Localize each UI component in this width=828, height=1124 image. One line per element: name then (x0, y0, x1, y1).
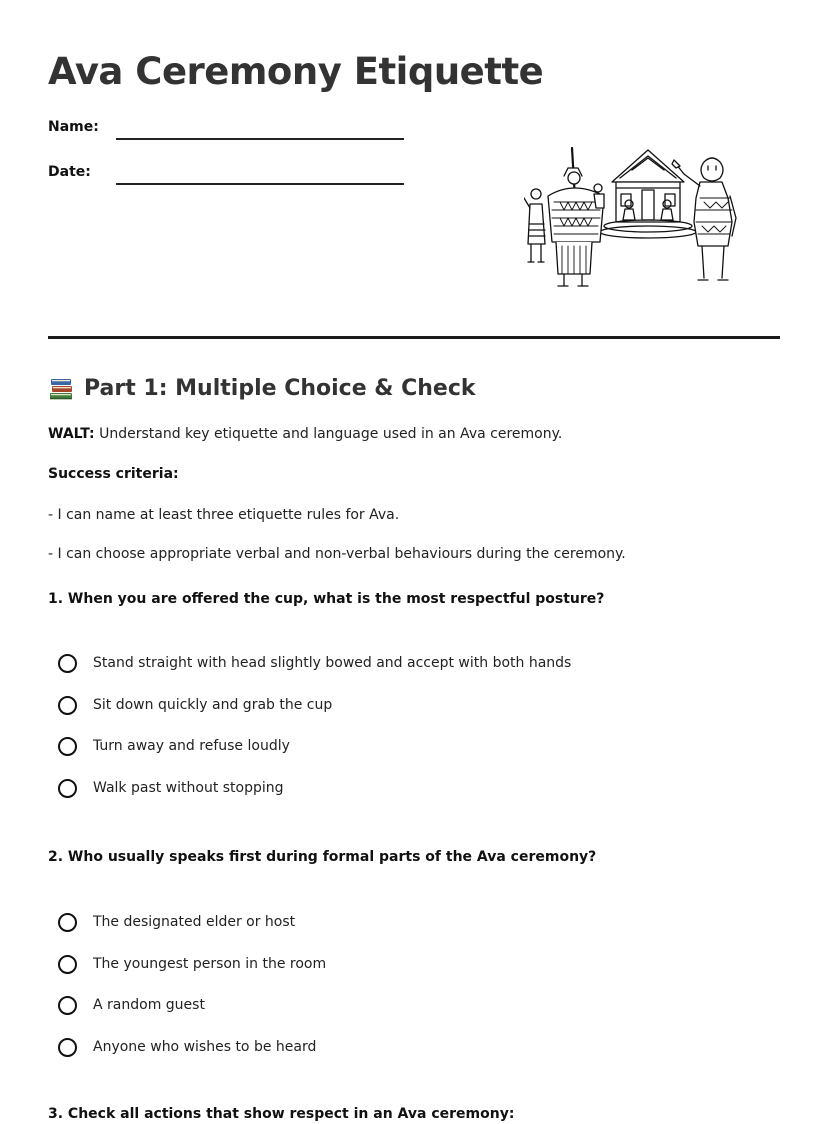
part1-heading-text: Part 1: Multiple Choice & Check (84, 376, 476, 401)
date-label: Date: (48, 164, 91, 180)
walt-line (48, 424, 562, 444)
radio-button[interactable] (58, 654, 77, 673)
date-field[interactable] (116, 183, 404, 185)
small-figure-icon (524, 189, 545, 262)
radio-button[interactable] (58, 779, 77, 798)
q1-option-1[interactable] (58, 651, 571, 675)
q1-option-2[interactable] (58, 693, 332, 717)
radio-button[interactable] (58, 1038, 77, 1057)
worksheet-page (48, 0, 780, 1122)
question-3: 3. Check all actions that show respect in an Ava ceremony: (48, 1106, 515, 1122)
section-divider (48, 336, 780, 339)
walt-label: WALT: (48, 426, 95, 442)
chief-figure-icon (548, 148, 604, 286)
option-label: Anyone who wishes to be heard (93, 1039, 317, 1055)
option-label: The designated elder or host (93, 914, 296, 930)
q2-option-3[interactable] (58, 993, 205, 1017)
ceremony-illustration-icon (524, 146, 740, 296)
success-criteria-label: Success criteria: (48, 466, 179, 482)
name-label: Name: (48, 119, 99, 135)
option-label: The youngest person in the room (93, 956, 327, 972)
option-label: A random guest (93, 997, 205, 1013)
books-icon (48, 376, 74, 402)
radio-button[interactable] (58, 996, 77, 1015)
q2-option-4[interactable] (58, 1035, 316, 1059)
question-1: 1. When you are offered the cup, what is the most respectful posture? (48, 591, 605, 607)
fale-house-icon (600, 150, 696, 238)
option-label: Walk past without stopping (93, 780, 284, 796)
name-field[interactable] (116, 138, 404, 140)
q1-option-4[interactable] (58, 776, 284, 800)
option-label: Sit down quickly and grab the cup (93, 697, 333, 713)
radio-button[interactable] (58, 737, 77, 756)
radio-button[interactable] (58, 913, 77, 932)
radio-button[interactable] (58, 696, 77, 715)
q2-option-2[interactable] (58, 952, 326, 976)
orator-figure-icon (672, 158, 736, 280)
q1-option-3[interactable] (58, 734, 290, 758)
part1-heading (48, 374, 476, 404)
option-label: Stand straight with head slightly bowed and accept with both hands (93, 655, 572, 671)
criteria-item: - I can choose appropriate verbal and non-verbal behaviours during the ceremony. (48, 546, 626, 562)
walt-text: Understand key etiquette and language used in an Ava ceremony. (94, 426, 563, 442)
option-label: Turn away and refuse loudly (93, 738, 290, 754)
q2-option-1[interactable] (58, 910, 295, 934)
criteria-item: - I can name at least three etiquette rules for Ava. (48, 507, 400, 523)
page-title: Ava Ceremony Etiquette (48, 50, 544, 93)
radio-button[interactable] (58, 955, 77, 974)
question-2: 2. Who usually speaks first during formal parts of the Ava ceremony? (48, 849, 597, 865)
